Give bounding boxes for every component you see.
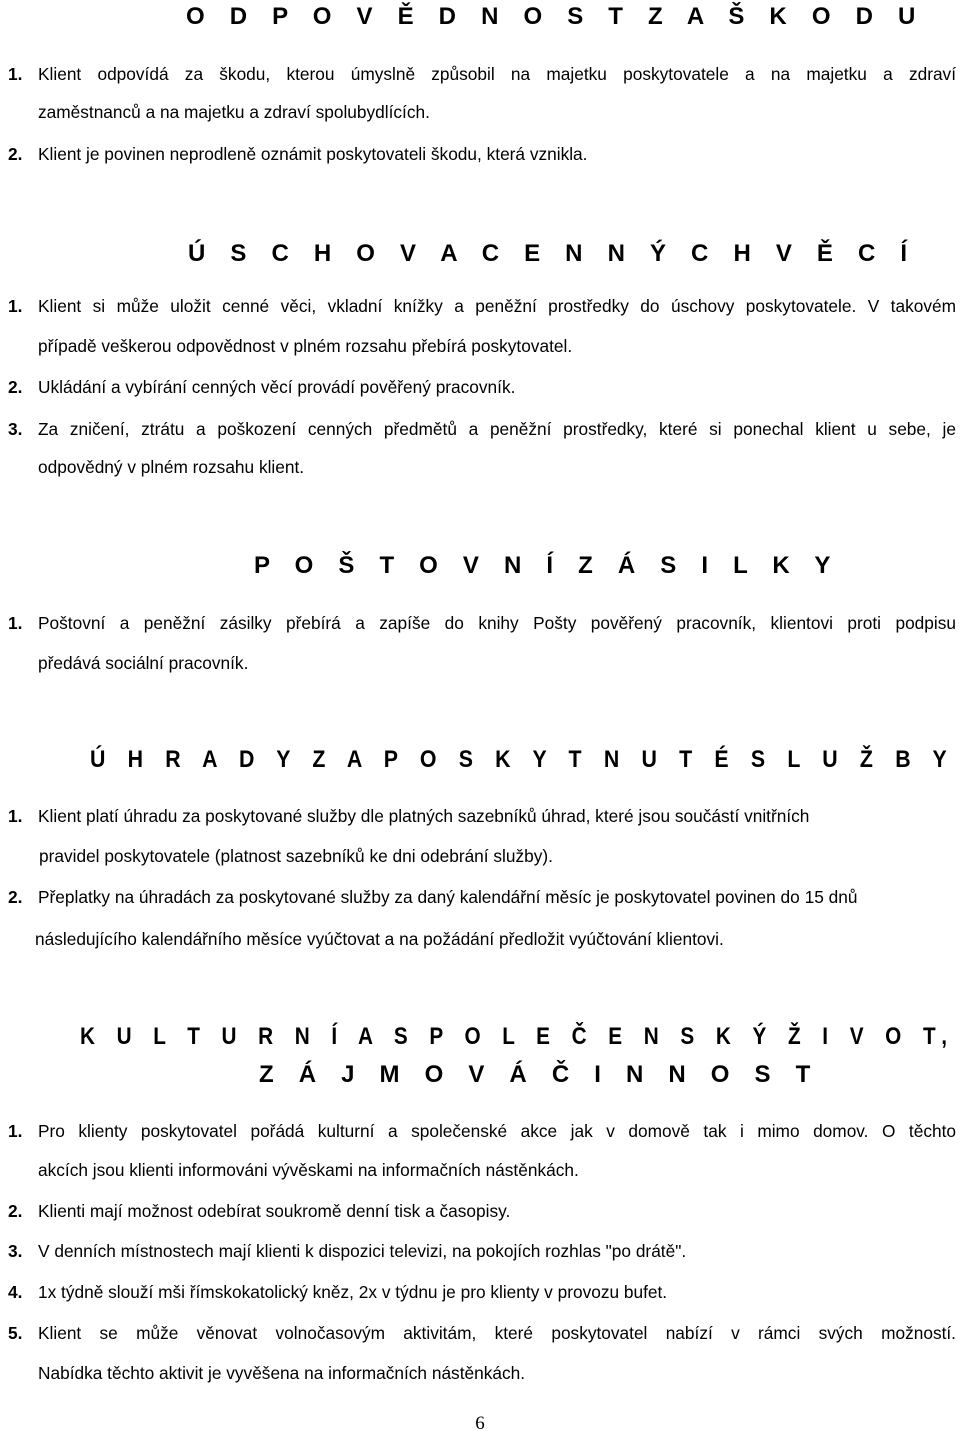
item-text-line: Ukládání a vybírání cenných věcí provádí pověřený pracovník. xyxy=(38,377,516,397)
item-text-line: odpovědný v plném rozsahu klient. xyxy=(38,457,305,477)
item-text-line: Poštovní a peněžní zásilky přebírá a zapíše do knihy Pošty pověřený pracovník, klientovi proti podpisu xyxy=(38,613,956,633)
item-text-line: Za zničení, ztrátu a poškození cenných předmětů a peněžní prostředky, které si ponechal klient u sebe, je xyxy=(38,419,956,439)
item-text-line: Klienti mají možnost odebírat soukromě denní tisk a časopisy. xyxy=(38,1201,511,1221)
item-text-line: zaměstnanců a na majetku a zdraví spolubydlících. xyxy=(38,102,430,122)
item-number: 4. xyxy=(8,1282,23,1302)
item-text-line: případě veškerou odpovědnost v plném rozsahu přebírá poskytovatel. xyxy=(38,336,573,356)
item-number: 2. xyxy=(8,144,23,164)
item-text-line: Přeplatky na úhradách za poskytované služby za daný kalendářní měsíc je poskytovatel povinen do 15 dnů xyxy=(38,887,858,907)
item-text-line: pravidel poskytovatele (platnost sazebníků ke dni odebrání služby). xyxy=(39,846,553,866)
item-text-line: 1x týdně slouží mši římskokatolický kněz, 2x v týdnu je pro klienty v provozu bufet. xyxy=(38,1282,668,1302)
section-heading-odpovednost: O D P O V Ě D N O S T Z A Š K O D U xyxy=(186,3,925,30)
item-number: 1. xyxy=(8,64,23,84)
item-number: 2. xyxy=(8,377,23,397)
item-text-line: Nabídka těchto aktivit je vyvěšena na informačních nástěnkách. xyxy=(38,1363,526,1383)
section-heading-uschova: Ú S C H O V A C E N N Ý C H V Ě C Í xyxy=(188,240,917,267)
item-text-line: předává sociální pracovník. xyxy=(38,653,249,673)
item-number: 1. xyxy=(8,1121,23,1141)
item-text-line: Klient platí úhradu za poskytované služby dle platných sazebníků úhrad, které jsou součástí vnitřních xyxy=(38,806,810,826)
item-text-line: Klient je povinen neprodleně oznámit poskytovateli škodu, která vznikla. xyxy=(38,144,588,164)
item-number: 3. xyxy=(8,1241,23,1261)
item-text-line: Klient si může uložit cenné věci, vkladní knížky a peněžní prostředky do úschovy poskytovatele. V takovém xyxy=(38,296,956,316)
item-text-line: Klient odpovídá za škodu, kterou úmyslně způsobil na majetku poskytovatele a na majetku a zdraví xyxy=(38,64,956,84)
item-text-line: Pro klienty poskytovatel pořádá kulturní a společenské akce jak v domově tak i mimo domov. O těchto xyxy=(38,1121,956,1141)
item-text-line: akcích jsou klienti informováni vývěskami na informačních nástěnkách. xyxy=(38,1160,579,1180)
item-number: 2. xyxy=(8,887,23,907)
item-text-line: následujícího kalendářního měsíce vyúčtovat a na požádání předložit vyúčtování klientovi. xyxy=(35,929,724,949)
item-text-line: V denních místnostech mají klienti k dispozici televizi, na pokojích rozhlas "po drátě". xyxy=(38,1241,687,1261)
item-number: 3. xyxy=(8,419,23,439)
item-number: 1. xyxy=(8,806,23,826)
section-heading-kulturni-zivot: K U L T U R N Í A S P O L E Č E N S K Ý Ž I V O T, xyxy=(80,1023,955,1050)
item-number: 5. xyxy=(8,1323,23,1343)
item-text-line: Klient se může věnovat volnočasovým aktivitám, které poskytovatel nabízí v rámci svých možností. xyxy=(38,1323,956,1343)
section-heading-zajmova-cinnost: Z Á J M O V Á Č I N N O S T xyxy=(259,1061,820,1088)
item-number: 1. xyxy=(8,613,23,633)
section-heading-postovni-zasilky: P O Š T O V N Í Z Á S I L K Y xyxy=(254,552,840,579)
page-number: 6 xyxy=(475,1413,485,1434)
section-heading-uhrady: Ú H R A D Y Z A P O S K Y T N U T É S L U Ž B Y xyxy=(90,746,955,773)
item-number: 1. xyxy=(8,296,23,316)
item-number: 2. xyxy=(8,1201,23,1221)
